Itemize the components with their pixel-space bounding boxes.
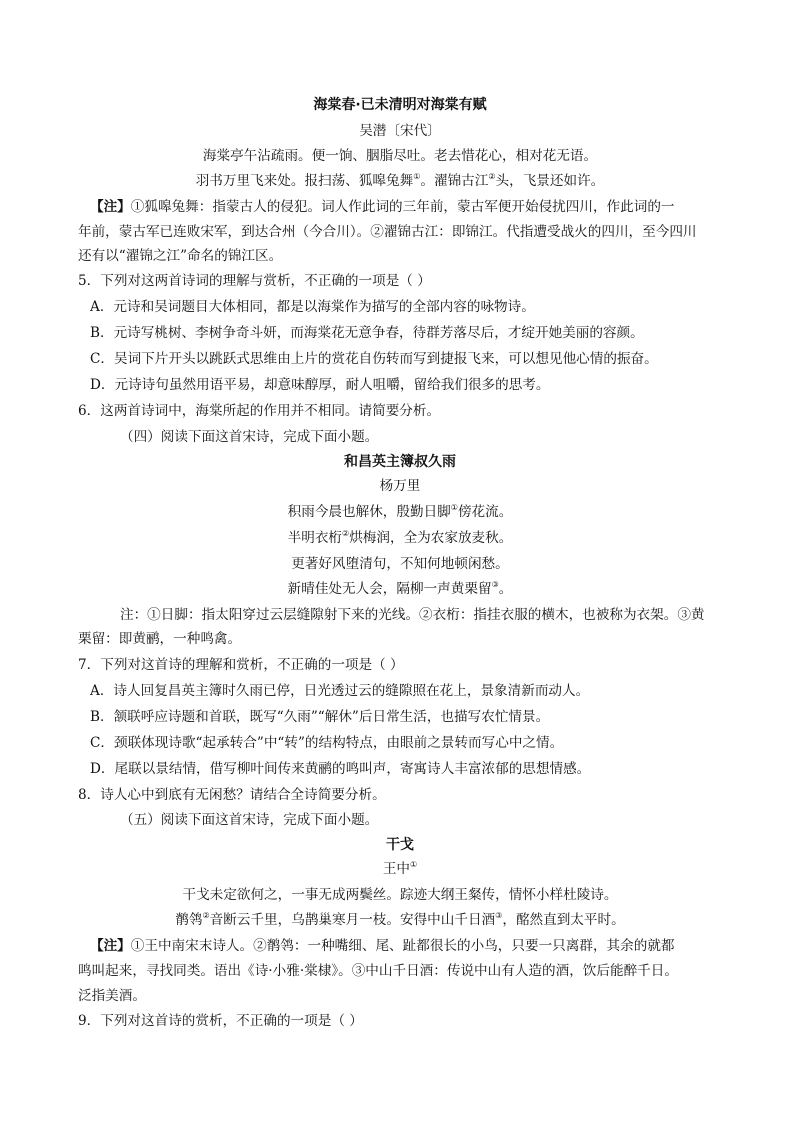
poem3-author: 王中① (382, 860, 418, 877)
poem1-author: 吴潜〔宋代〕 (359, 123, 441, 139)
q7-option-a: A．诗人回复昌英主簿时久雨已停，日光透过云的缝隙照在花上，景象清新而动人。 (90, 683, 590, 699)
section5-heading: （五）阅读下面这首宋诗，完成下面小题。 (120, 812, 379, 828)
poem3-title: 干戈 (386, 837, 414, 853)
poem1-line2: 羽书万里飞来处。报扫荡、狐嗥兔舞①。濯锦古江②头，飞景还如许。 (195, 172, 605, 189)
poem3-line1: 干戈未定欲何之，一事无成两鬓丝。踪迹大纲王粲传，情怀小样杜陵诗。 (182, 887, 618, 903)
poem2-author: 杨万里 (379, 478, 421, 494)
q7-option-c: C．颈联体现诗歌“起承转合”中“转”的结构特点，由眼前之景转而写心中之情。 (90, 735, 564, 751)
q5-option-c: C．吴词下片开头以跳跃式思维由上片的赏花自伤转而写到捷报飞来，可以想见他心情的振奋。 (90, 351, 658, 367)
poem1-note-row3: 还有以“濯锦之江”命名的锦江区。 (78, 248, 283, 264)
poem2-note-row1: 注：①日脚：指太阳穿过云层缝隙射下来的光线。②衣桁：指挂衣服的横木，也被称为衣架。③黄 (120, 607, 705, 623)
q7-stem: 7．下列对这首诗的理解和赏析，不正确的一项是（ ） (78, 657, 404, 673)
q5-stem: 5．下列对这两首诗词的理解与赏析，不正确的一项是（ ） (78, 273, 431, 289)
q5-option-b: B．元诗写桃树、李树争奇斗妍，而海棠花无意争春，待群芳落尽后，才绽开她美丽的容颜。 (90, 325, 644, 341)
poem3-note-row1: 【注】①王中南宋末诗人。②鹡鸰：一种嘴细、尾、趾都很长的小鸟，只要一只离群，其余的就都 (90, 938, 675, 954)
poem3-note-row3: 泛指美酒。 (78, 988, 146, 1004)
q5-option-a: A．元诗和吴词题目大体相同，都是以海棠作为描写的全部内容的咏物诗。 (90, 299, 535, 315)
q9-stem: 9．下列对这首诗的赏析，不正确的一项是（ ） (78, 1013, 363, 1029)
poem3-note-row2: 鸣叫起来，寻找同类。语出《诗·小雅·棠棣》。③中山千日酒：传说中山有人造的酒，饮后能醉千日。 (78, 963, 678, 979)
poem3-line2: 鹡鸰②音断云千里，乌鹊巢寒月一枝。安得中山千日酒③，酩然直到太平时。 (175, 911, 625, 928)
poem1-note-row2: 年前，蒙古军已连败宋军，到达合州（今合川）。②濯锦古江：即锦江。代指遭受战火的四川，至今四川 (78, 224, 697, 240)
q8-stem: 8．诗人心中到底有无闲愁？请结合全诗简要分析。 (78, 787, 386, 803)
poem2-title: 和昌英主簿叔久雨 (344, 454, 456, 470)
poem1-title: 海棠春·已未清明对海棠有赋 (313, 97, 487, 113)
section4-heading: （四）阅读下面这首宋诗，完成下面小题。 (120, 429, 379, 445)
poem1-note-row1: 【注】①狐嗥兔舞：指蒙古人的侵犯。词人作此词的三年前，蒙古军便开始侵扰四川，作此词的一 (90, 199, 675, 215)
poem2-line2: 半明衣桁②烘梅润，全为农家放麦秋。 (287, 529, 513, 546)
poem2-note-row2: 栗留：即黄鹂，一种鸣禽。 (78, 631, 242, 647)
poem2-line1: 积雨今晨也解休，殷勤日脚①傍花流。 (287, 503, 513, 520)
q6-stem: 6．这两首诗词中，海棠所起的作用并不相同。请简要分析。 (78, 403, 441, 419)
q7-option-d: D．尾联以景结情，借写柳叶间传来黄鹂的鸣叫声，寄寓诗人丰富浓郁的思想情感。 (90, 761, 591, 777)
q5-option-d: D．元诗诗句虽然用语平易，却意味醇厚，耐人咀嚼，留给我们很多的思考。 (90, 377, 550, 393)
poem2-line4: 新晴佳处无人会，隔柳一声黄栗留③。 (287, 580, 513, 597)
poem2-line3: 更著好风堕清句，不知何地顿闲愁。 (291, 556, 509, 572)
poem1-line1: 海棠亭午沾疏雨。便一饷、胭脂尽吐。老去惜花心，相对花无语。 (202, 148, 598, 164)
q7-option-b: B．颔联呼应诗题和首联，既写“久雨”“解休”后日常生活，也描写农忙情景。 (90, 709, 550, 725)
